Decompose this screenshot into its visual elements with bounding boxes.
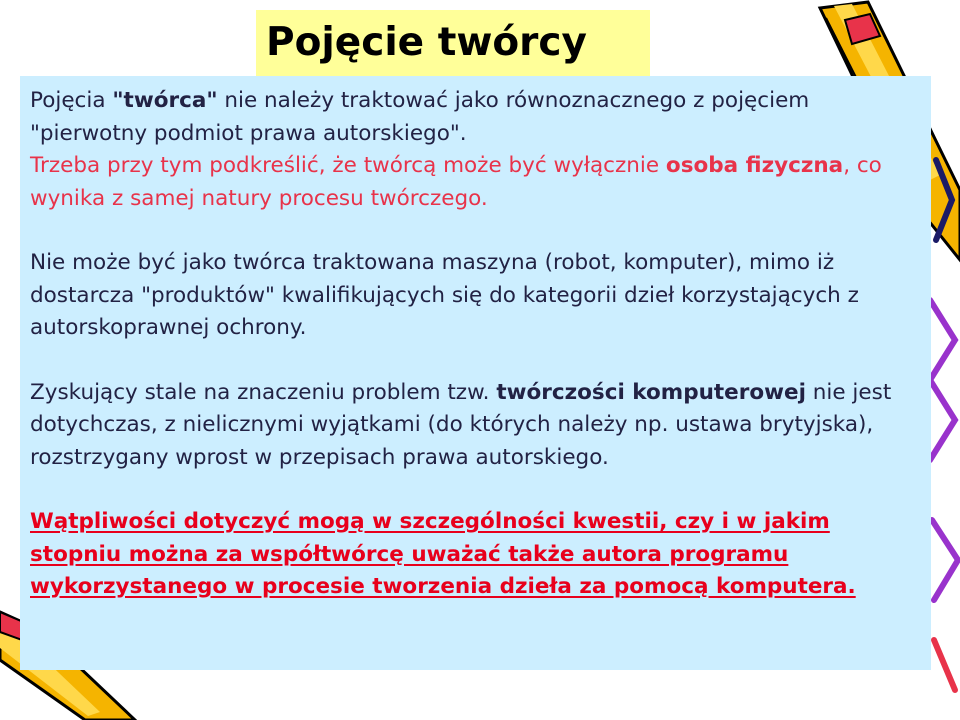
paragraph-1-term: "twórca" [112,88,218,113]
paragraph-1 [30,85,923,150]
content-text [30,85,923,604]
paragraph-2-rest: , co wynika z samej natury procesu twórczego. [30,153,882,211]
content-box [20,76,931,670]
paragraph-2-term: osoba fizyczna [665,153,844,178]
paragraph-5: Wątpliwości dotyczyć mogą w szczególności kwestii, czy i w jakim stopniu można za współtwórcę uważać także autora programu wykorzystanego w procesie tworzenia dzieła za pomocą komputera. [30,509,856,599]
paragraph-2 [30,150,923,215]
slide-title: Pojęcie twórcy [266,20,587,65]
paragraph-4-rest: nie jest dotychczas, z nielicznymi wyjątkami (do których należy np. ustawa brytyjska), rozstrzygany wprost w przepisach prawa autorskiego. [30,379,892,470]
paragraph-1-intro: Pojęcia [30,88,113,113]
paragraph-2-intro: Trzeba przy tym podkreślić, że twórcą może być wyłącznie [30,153,666,178]
paragraph-4 [30,377,923,475]
paragraph-4-intro: Zyskujący stale na znaczeniu problem tzw. [30,379,497,405]
title-box [256,10,650,76]
paragraph-3: Nie może być jako twórca traktowana maszyna (robot, komputer), mimo iż dostarcza "produktów" kwalifikujących się do kategorii dzieł korzystających z autorskoprawnej ochrony. [30,250,859,340]
paragraph-4-term: twórczości komputerowej [496,379,806,405]
paragraph-1-rest: nie należy traktować jako równoznacznego z pojęciem "pierwotny podmiot prawa autorskiego". [30,88,810,146]
